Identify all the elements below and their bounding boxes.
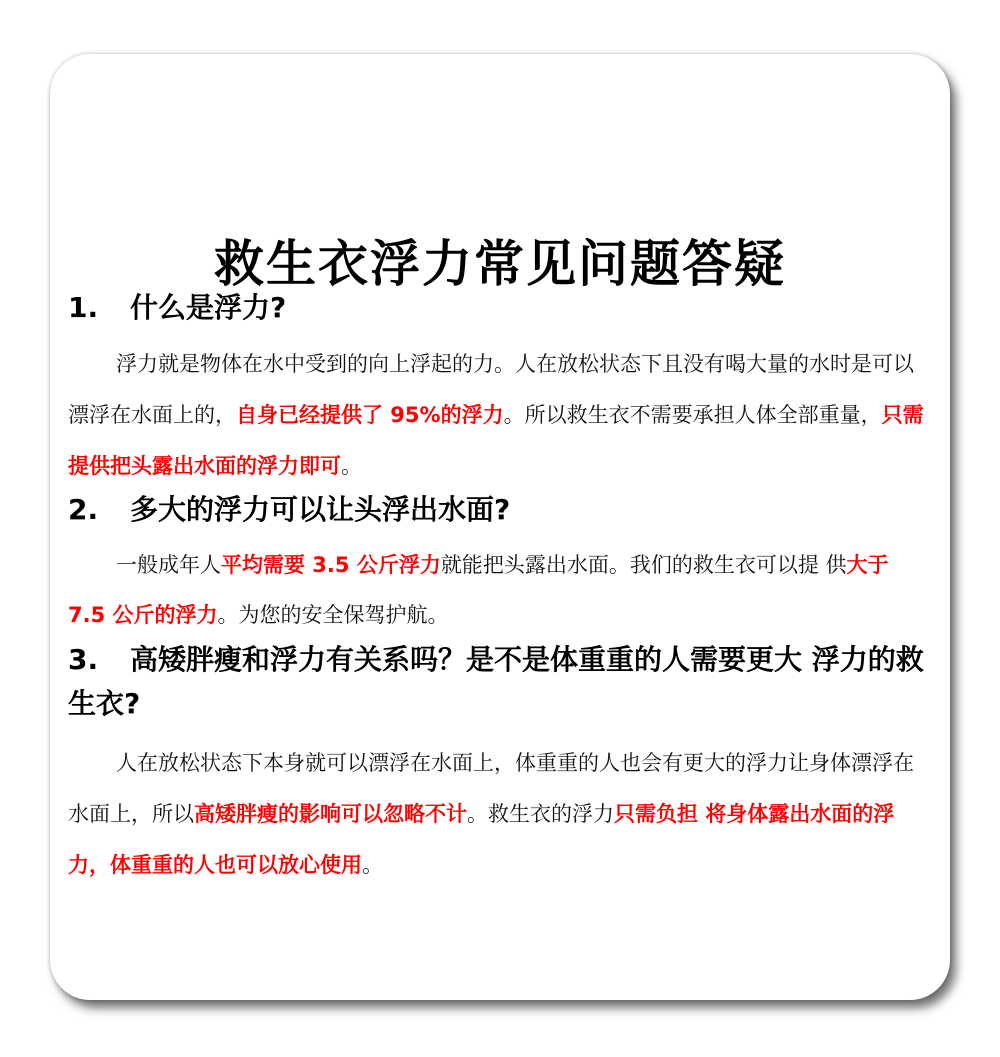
question-1-text: 什么是浮力? [130, 291, 287, 324]
question-1 [68, 286, 928, 330]
answer-2-highlight-a: 平均需要 3.5 公斤浮力 [221, 553, 441, 577]
answer-3-text-c: 。 [362, 853, 383, 877]
answer-1-highlight-a: 自身已经提供了 95%的浮力 [236, 403, 504, 427]
answer-3-highlight-a: 高矮胖瘦的影响可以忽略不计 [194, 802, 467, 826]
answer-3-text-a: 人在放松状态下本身就可以漂浮在水面上，体重重的人也会有更大的浮力让身体漂浮在水面上，所以 [68, 751, 914, 826]
answer-2-text-a: 一般成年人 [116, 553, 221, 577]
answer-3-text-b: 。救生衣的浮力 [467, 802, 614, 826]
question-3-number: 3. [68, 643, 99, 676]
question-2-number: 2. [68, 493, 99, 526]
answer-3 [68, 738, 933, 891]
question-1-number: 1. [68, 291, 99, 324]
answer-1-text-c: 。 [341, 454, 362, 478]
question-2 [68, 488, 928, 532]
answer-3-highlight-b: 只需负担 将身体露出水面的浮力，体重重的人也可以放心使用 [68, 802, 895, 877]
question-3-text: 高矮胖瘦和浮力有关系吗？是不是体重重的人需要更大 浮力的救生衣? [68, 643, 924, 720]
answer-2 [68, 540, 933, 640]
page-title: 救生衣浮力常见问题答疑 [214, 235, 786, 293]
document-card [50, 54, 950, 1000]
answer-2-highlight-b: 大于 7.5 公斤的浮力 [68, 553, 889, 627]
answer-1-highlight-b: 只需提供把头露出水面的浮力即可 [68, 403, 924, 478]
answer-1-text-a: 浮力就是物体在水中受到的向上浮起的力。人在放松状态下且没有喝大量的水时是可以漂浮在水面上的， [68, 352, 914, 427]
question-3 [68, 638, 928, 726]
answer-2-text-c: 。为您的安全保驾护航。 [217, 603, 449, 627]
question-2-text: 多大的浮力可以让头浮出水面? [130, 493, 511, 526]
answer-1 [68, 339, 933, 492]
answer-1-text-b: 。所以救生衣不需要承担人体全部重量， [503, 403, 882, 427]
answer-2-text-b: 就能把头露出水面。我们的救生衣可以提 供 [440, 553, 847, 577]
